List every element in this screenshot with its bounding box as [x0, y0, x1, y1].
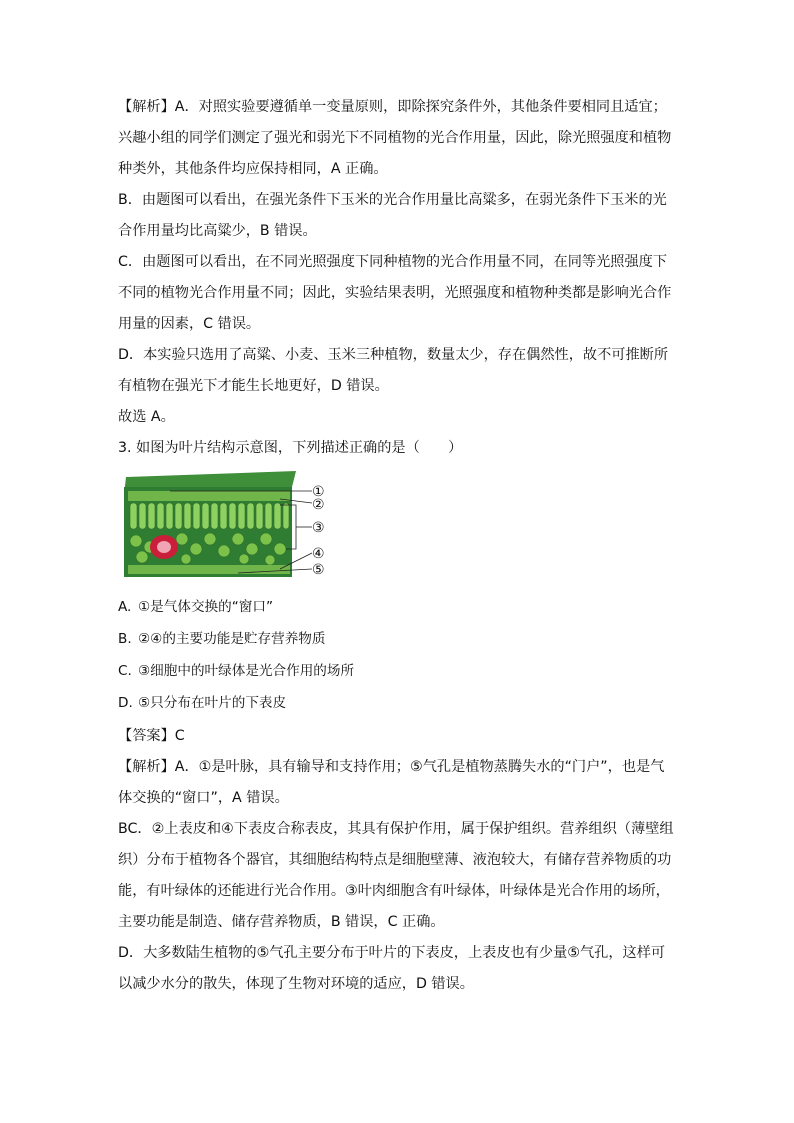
figure-label-2: ② [312, 497, 325, 513]
upper-epidermis [128, 491, 290, 501]
lower-epidermis [128, 565, 290, 574]
option-b [118, 629, 678, 649]
option-letter: D. [118, 695, 133, 711]
document-page [118, 96, 678, 995]
text-line: 不同的植物光合作用量不同；因此，实验结果表明，光照强度和植物种类都是影响光合作 [118, 285, 672, 301]
text-line: 【解析】A．对照实验要遵循单一变量原则，即除探究条件外，其他条件要相同且适宜； [118, 99, 667, 115]
text-line: D．本实验只选用了高粱、小麦、玉米三种植物，数量太少，存在偶然性，故不可推断所 [118, 347, 669, 363]
leaf-diagram [120, 469, 340, 587]
text-line: 【解析】A．①是叶脉，具有输导和支持作用；⑤气孔是植物蒸腾失水的“门户”，也是气 [118, 759, 665, 775]
text-line: 合作用量均比高粱少，B 错误。 [118, 223, 317, 239]
option-text: ③细胞中的叶绿体是光合作用的场所 [138, 663, 355, 679]
option-text: ②④的主要功能是贮存营养物质 [138, 631, 326, 647]
text-line: 主要功能是制造、储存营养物质，B 错误，C 正确。 [118, 914, 445, 930]
option-letter: C. [118, 663, 132, 679]
text-line: 故选 A。 [118, 409, 175, 425]
option-letter: A. [118, 599, 132, 615]
text-line: 兴趣小组的同学们测定了强光和弱光下不同植物的光合作用量，因此，除光照强度和植物 [118, 130, 672, 146]
option-text: ⑤只分布在叶片的下表皮 [138, 695, 287, 711]
options-list [118, 597, 678, 713]
text-line: 有植物在强光下才能生长地更好，D 错误。 [118, 378, 389, 394]
figure-label-4: ④ [312, 546, 325, 562]
text-line: 体交换的“窗口”，A 错误。 [118, 790, 289, 806]
question-stem: 3. 如图为叶片结构示意图，下列描述正确的是（ ） [118, 440, 463, 456]
text-line: B．由题图可以看出，在强光条件下玉米的光合作用量比高粱多，在弱光条件下玉米的光 [118, 192, 667, 208]
figure-label-5: ⑤ [312, 562, 325, 578]
text-line: 种类外，其他条件均应保持相同，A 正确。 [118, 161, 388, 177]
text-line: 以减少水分的散失，体现了生物对环境的适应，D 错误。 [118, 976, 474, 992]
option-a [118, 597, 678, 617]
option-letter: B. [118, 631, 132, 647]
leaf-structure-figure [120, 469, 340, 587]
answer-line: 【答案】C [118, 728, 185, 744]
text-line: 织）分布于植物各个器官，其细胞结构特点是细胞壁薄、液泡较大，有储存营养物质的功 [118, 852, 672, 868]
analysis-block-1 [118, 96, 678, 428]
text-line: 用量的因素，C 错误。 [118, 316, 261, 332]
text-line: D．大多数陆生植物的⑤气孔主要分布于叶片的下表皮，上表皮也有少量⑤气孔，这样可 [118, 945, 666, 961]
text-line: 能，有叶绿体的还能进行光合作用。③叶肉细胞含有叶绿体，叶绿体是光合作用的场所， [118, 883, 670, 899]
option-text: ①是气体交换的“窗口” [138, 599, 274, 615]
figure-label-3: ③ [312, 520, 325, 536]
text-line: C．由题图可以看出，在不同光照强度下同种植物的光合作用量不同，在同等光照强度下 [118, 254, 668, 270]
text-line: BC．②上表皮和④下表皮合称表皮，其具有保护作用，属于保护组织。营养组织（薄壁组 [118, 821, 674, 837]
analysis-block-2 [118, 756, 678, 995]
figure-label-1: ① [312, 484, 325, 500]
option-c [118, 661, 678, 681]
option-d [118, 693, 678, 713]
